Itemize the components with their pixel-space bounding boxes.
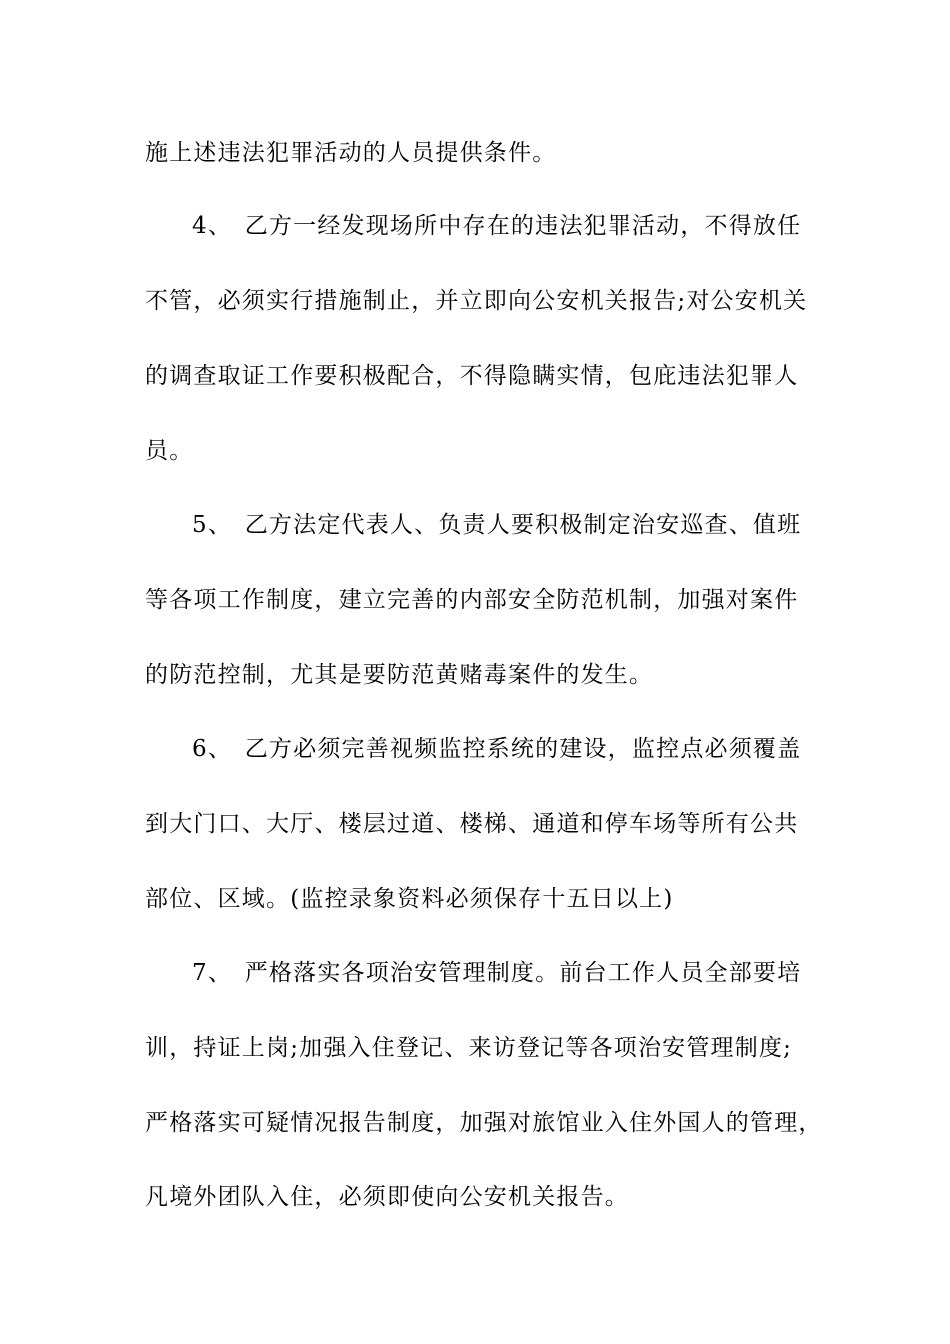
text-line: 严格落实可疑情况报告制度，加强对旅馆业入住外国人的管理，	[145, 1110, 823, 1136]
text-line: 训，持证上岗;加强入住登记、来访登记等各项治安管理制度;	[145, 1035, 793, 1061]
text-line: 凡境外团队入住，必须即使向公安机关报告。	[145, 1184, 629, 1210]
text-line: 4、 乙方一经发现场所中存在的违法犯罪活动，不得放任	[192, 213, 802, 239]
text-line: 施上述违法犯罪活动的人员提供条件。	[145, 140, 557, 166]
text-line: 不管，必须实行措施制止，并立即向公安机关报告;对公安机关	[145, 288, 808, 314]
text-line: 到大门口、大厅、楼层过道、楼梯、通道和停车场等所有公共	[145, 811, 799, 837]
text-line: 员。	[145, 438, 194, 464]
text-line: 6、 乙方必须完善视频监控系统的建设，监控点必须覆盖	[192, 736, 802, 762]
text-line: 7、 严格落实各项治安管理制度。前台工作人员全部要培	[192, 960, 802, 986]
text-line: 5、 乙方法定代表人、负责人要积极制定治安巡查、值班	[192, 512, 802, 538]
text-line: 的调查取证工作要积极配合，不得隐瞒实情，包庇违法犯罪人	[145, 363, 799, 389]
text-line: 等各项工作制度，建立完善的内部安全防范机制，加强对案件	[145, 587, 799, 613]
text-line: 部位、区域。(监控录象资料必须保存十五日以上)	[145, 886, 674, 912]
text-line: 的防范控制，尤其是要防范黄赌毒案件的发生。	[145, 662, 654, 688]
